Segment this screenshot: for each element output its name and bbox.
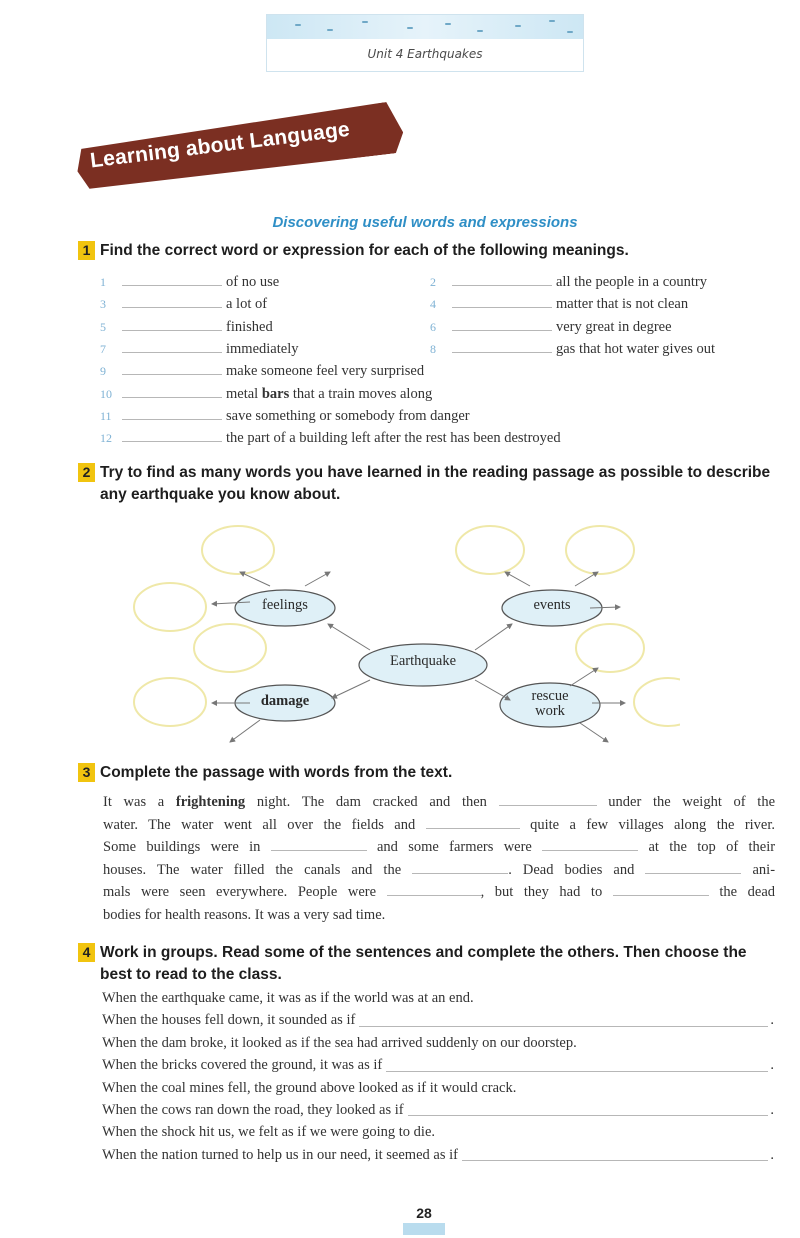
- header-decoration: [267, 15, 583, 39]
- sentence: When the bricks covered the ground, it was as if .: [102, 1054, 774, 1076]
- answer-blank[interactable]: [387, 882, 481, 896]
- vocab-item: 1 of no use: [100, 274, 280, 290]
- mind-map-diagram: [120, 520, 680, 755]
- vocab-item: 7 immediately: [100, 340, 299, 357]
- empty-bubble: [134, 583, 206, 631]
- answer-blank[interactable]: [122, 419, 222, 420]
- answer-blank[interactable]: [122, 307, 222, 308]
- task4-number: 4: [78, 943, 95, 962]
- section-subtitle: Discovering useful words and expressions: [272, 214, 578, 231]
- answer-blank[interactable]: [386, 1054, 768, 1071]
- task2-heading: [78, 462, 778, 506]
- mind-map: [120, 520, 680, 755]
- answer-blank[interactable]: [542, 837, 638, 851]
- vocab-item: 3 a lot of: [100, 296, 268, 313]
- unit-title: Unit 4 Earthquakes: [367, 47, 483, 61]
- answer-blank[interactable]: [122, 352, 222, 353]
- events-label: events: [533, 597, 571, 613]
- task1-heading: [78, 240, 778, 262]
- sentence: When the coal mines fell, the ground above looked as if it would crack.: [102, 1079, 517, 1096]
- sentence: When the dam broke, it looked as if the sea had arrived suddenly on our doorstep.: [102, 1034, 577, 1051]
- sentence: When the shock hit us, we felt as if we were going to die.: [102, 1124, 436, 1141]
- empty-bubble: [634, 678, 680, 726]
- sentence: When the earthquake came, it was as if the world was at an end.: [102, 990, 474, 1006]
- task3-heading: [78, 762, 778, 784]
- vocab-item: 11 save something or somebody from danger: [100, 407, 470, 424]
- answer-blank[interactable]: [613, 882, 709, 896]
- answer-blank[interactable]: [122, 397, 222, 398]
- answer-blank[interactable]: [645, 860, 741, 874]
- task4-heading: [78, 942, 778, 986]
- passage-line: Some buildings were in and some farmers were at the top of their: [103, 839, 776, 855]
- empty-bubble: [202, 526, 274, 574]
- vocab-item: 6 very great in degree: [430, 318, 672, 335]
- earthquake-label: Earthquake: [389, 653, 457, 669]
- damage-label: damage: [260, 693, 310, 709]
- task1-number: 1: [78, 241, 95, 260]
- task3-instruction: Complete the passage with words from the text.: [100, 764, 453, 781]
- task1-vocab-list: [100, 271, 780, 451]
- vocab-item: 2 all the people in a country: [430, 274, 707, 290]
- empty-bubble: [194, 624, 266, 672]
- unit-header: [266, 14, 584, 72]
- task4-instruction: Work in groups. Read some of the sentences and complete the others. Then choose the best to read to the class.: [100, 944, 747, 983]
- task3-passage: [103, 791, 775, 926]
- rescue-work-label: rescue work: [531, 688, 569, 719]
- vocab-item: 8 gas that hot water gives out: [430, 340, 716, 357]
- vocab-item: 12 the part of a building left after the rest has been destroyed: [100, 430, 561, 447]
- task2-instruction: Try to find as many words you have learned in the reading passage as possible to describe any earthquake you know about.: [100, 464, 771, 503]
- empty-bubble: [456, 526, 524, 574]
- task1-instruction: Find the correct word or expression for each of the following meanings.: [100, 242, 629, 259]
- section-banner-text: Learning about Language: [88, 117, 352, 173]
- passage-line: mals were seen everywhere. People were , but they had to the dead: [103, 884, 776, 900]
- answer-blank[interactable]: [462, 1144, 768, 1161]
- answer-blank[interactable]: [452, 330, 552, 331]
- empty-bubble: [566, 526, 634, 574]
- vocab-item: 5 finished: [100, 318, 273, 335]
- sentence: When the houses fell down, it sounded as if .: [102, 1009, 774, 1031]
- answer-blank[interactable]: [122, 441, 222, 442]
- answer-blank[interactable]: [122, 330, 222, 331]
- vocab-item: 4 matter that is not clean: [430, 296, 689, 313]
- answer-blank[interactable]: [271, 837, 367, 851]
- answer-blank[interactable]: [452, 307, 552, 308]
- page-number: 28: [403, 1195, 445, 1235]
- passage-line: houses. The water filled the canals and the . Dead bodies and ani-: [103, 861, 776, 878]
- answer-blank[interactable]: [412, 860, 508, 874]
- task3-number: 3: [78, 763, 95, 782]
- task2-number: 2: [78, 463, 95, 482]
- sentence: When the cows ran down the road, they looked as if .: [102, 1099, 774, 1121]
- feelings-label: feelings: [262, 597, 308, 613]
- answer-blank[interactable]: [359, 1009, 768, 1026]
- answer-blank[interactable]: [408, 1099, 769, 1116]
- vocab-item: 9 make someone feel very surprised: [100, 363, 425, 380]
- vocab-item: 10 metal bars that a train moves along: [100, 385, 433, 402]
- answer-blank[interactable]: [122, 374, 222, 375]
- answer-blank[interactable]: [452, 285, 552, 286]
- answer-blank[interactable]: [499, 792, 597, 806]
- answer-blank[interactable]: [426, 815, 520, 829]
- sentence: When the nation turned to help us in our need, it seemed as if .: [102, 1144, 774, 1166]
- empty-bubble: [134, 678, 206, 726]
- passage-line: water. The water went all over the fields and quite a few villages along the river.: [103, 816, 776, 833]
- answer-blank[interactable]: [452, 352, 552, 353]
- answer-blank[interactable]: [122, 285, 222, 286]
- empty-bubble: [576, 624, 644, 672]
- task4-sentences: [102, 987, 774, 1166]
- passage-line: It was a frightening night. The dam cracked and then under the weight of the: [103, 794, 776, 810]
- passage-line: bodies for health reasons. It was a very sad time.: [103, 906, 386, 923]
- section-banner: [74, 100, 406, 192]
